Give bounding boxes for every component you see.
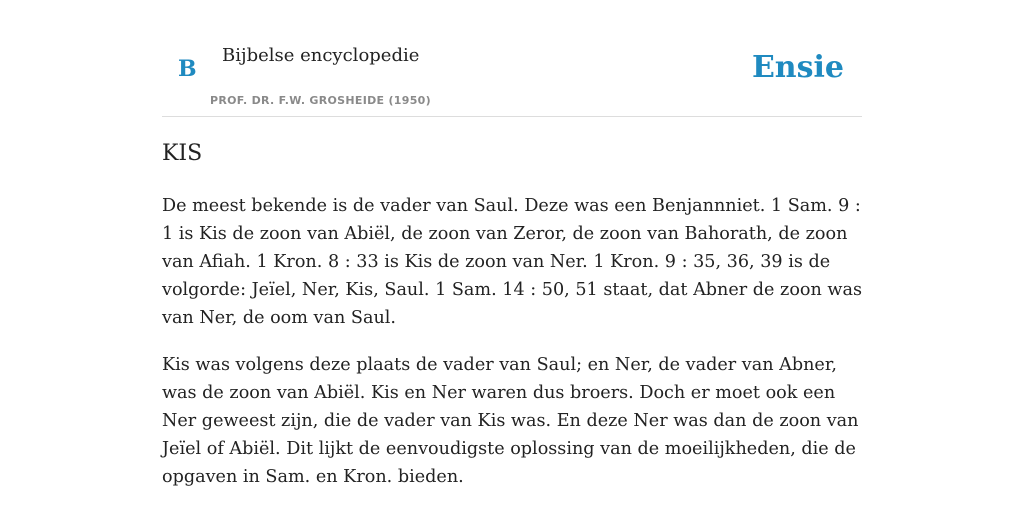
encyclopedia-title[interactable]: Bijbelse encyclopedie <box>222 45 420 66</box>
brand-logo-link[interactable]: Ensie <box>751 50 844 85</box>
author-line: PROF. DR. F.W. GROSHEIDE (1950) <box>210 94 431 107</box>
encyclopedia-logo-icon[interactable]: B <box>178 56 197 82</box>
entry-paragraph: De meest bekende is de vader van Saul. Deze was een Benjannniet. 1 Sam. 9 : 1 is Kis de zoon van Abiël, de zoon van Zeror, de zoon van Bahorath, de zoon van Afiah. 1 Kron. 8 : 33 is Kis de zoon van Ner. 1 Kron. 9 : 35, 36, 39 is de volgorde: Jeïel, Ner, Kis, Saul. 1 Sam. 14 : 50, 51 staat, dat Abner de zoon was van Ner, de oom van Saul. <box>162 196 863 328</box>
entry-body <box>162 192 862 510</box>
header <box>162 0 862 117</box>
entry-paragraph: Kis was volgens deze plaats de vader van Saul; en Ner, de vader van Abner, was de zoon van Abiël. Kis en Ner waren dus broers. Doch er moet ook een Ner geweest zijn, die de vader van Kis was. En deze Ner was dan de zoon van Jeïel of Abiël. Dit lijkt de eenvoudigste oplossing van de moeilijkheden, die de opgaven in Sam. en Kron. bieden. <box>162 355 859 487</box>
entry-title: KIS <box>162 141 203 166</box>
